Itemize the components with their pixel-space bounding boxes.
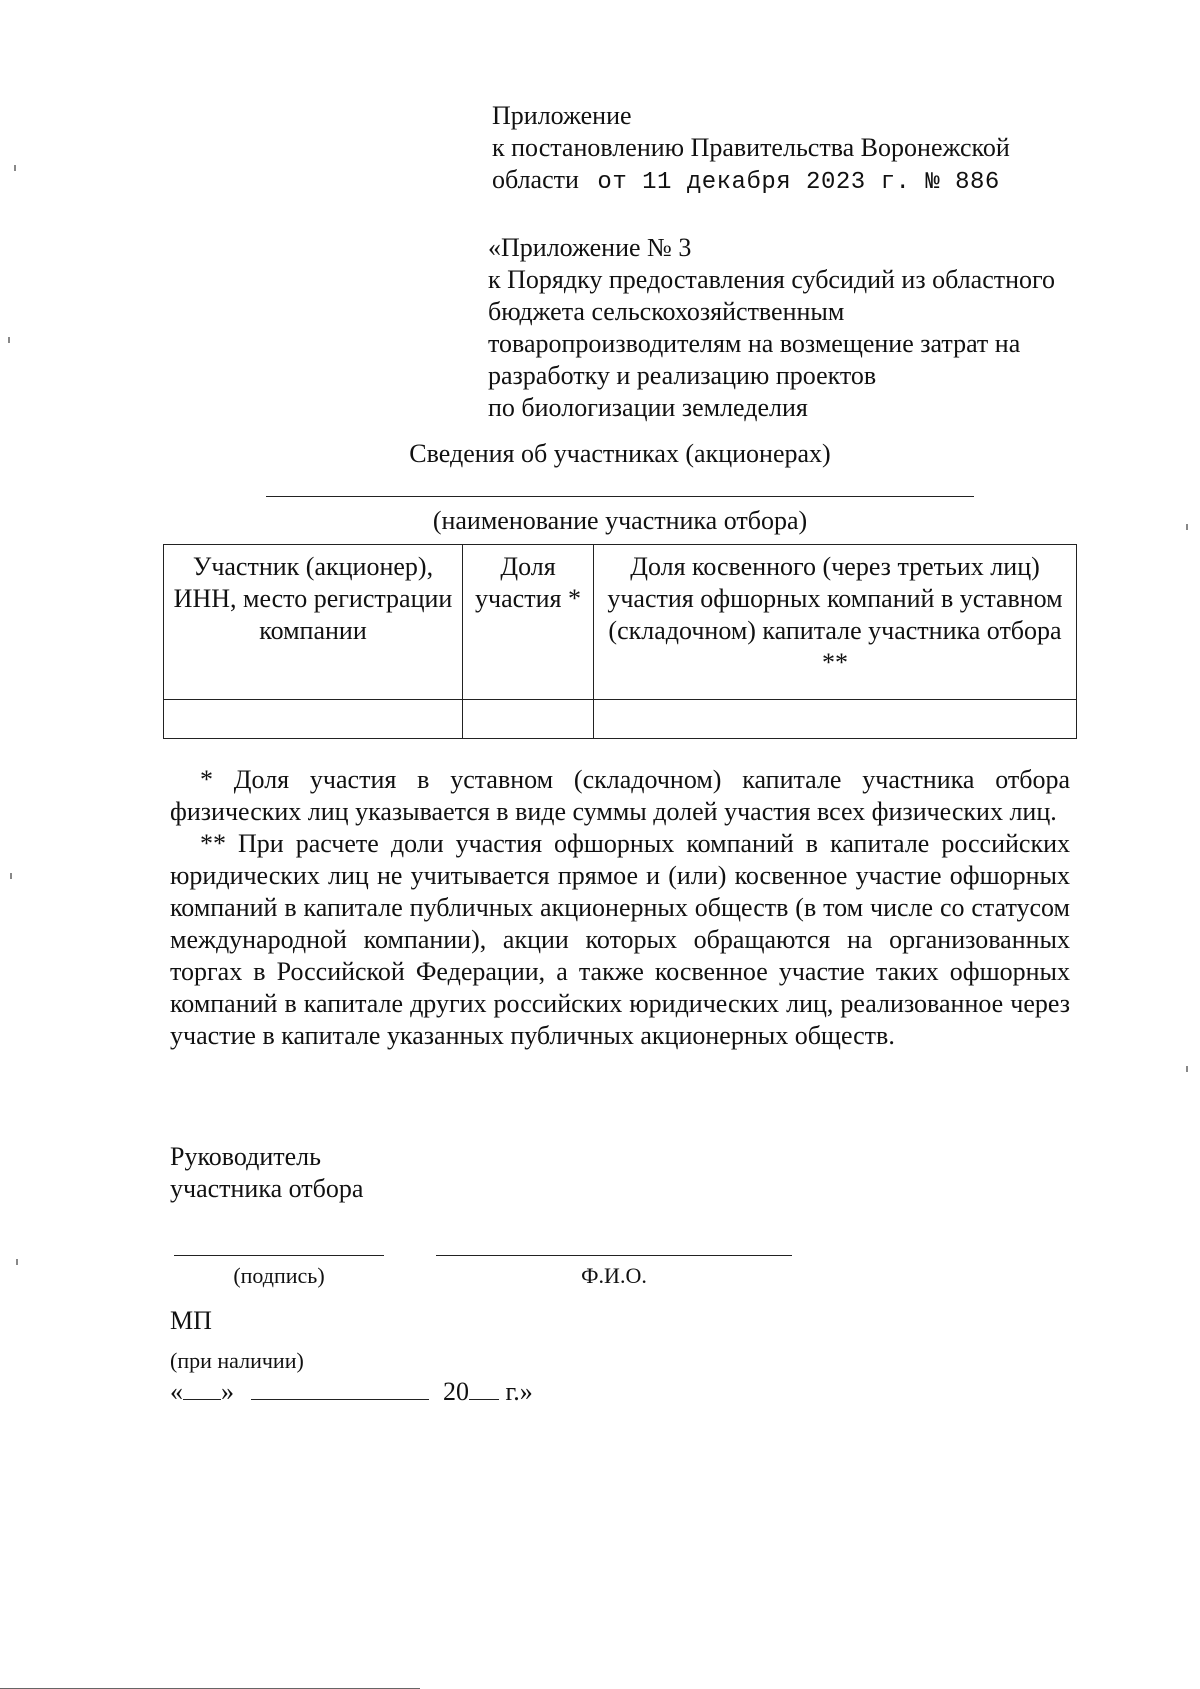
stamp-label: МП bbox=[170, 1306, 212, 1335]
table-cell bbox=[463, 700, 594, 739]
scan-speck bbox=[1186, 524, 1188, 530]
annex-line: по биологизации земледелия bbox=[488, 393, 808, 422]
footnotes bbox=[170, 764, 1070, 1052]
table-cell bbox=[164, 700, 463, 739]
annex-line: к Порядку предоставления субсидий из областного bbox=[488, 265, 1056, 294]
footnote-single-asterisk: * Доля участия в уставном (складочном) капитале участника отбора физических лиц указывается в виде суммы долей участия всех физических лиц. bbox=[170, 765, 1070, 826]
header-line bbox=[492, 164, 1132, 199]
scan-speck bbox=[14, 165, 16, 171]
annex-line: товаропроизводителям на возмещение затрат на bbox=[488, 329, 1021, 358]
scan-speck bbox=[16, 1259, 18, 1265]
signature-caption: (подпись) bbox=[233, 1263, 325, 1288]
full-name-caption: Ф.И.О. bbox=[581, 1263, 647, 1288]
scan-speck bbox=[8, 337, 10, 343]
resolution-issue-stamp: от 11 декабря 2023 г. № 886 bbox=[597, 169, 1000, 196]
day-blank bbox=[183, 1373, 221, 1400]
year-blank bbox=[469, 1373, 499, 1400]
signer-title bbox=[170, 1141, 363, 1205]
signer-line: участника отбора bbox=[170, 1174, 364, 1203]
document-title: Сведения об участниках (акционерах) bbox=[409, 439, 831, 468]
column-header-participant: Участник (акционер), ИНН, место регистрации компании bbox=[164, 545, 463, 700]
column-header-share: Доля участия * bbox=[463, 545, 594, 700]
resolution-header bbox=[492, 100, 1132, 199]
annex-reference bbox=[488, 232, 1128, 424]
signer-line: Руководитель bbox=[170, 1142, 321, 1171]
signature-line bbox=[174, 1255, 384, 1256]
year-prefix: 20 bbox=[443, 1377, 469, 1406]
date-row bbox=[170, 1373, 533, 1408]
date-open-quote: « bbox=[170, 1377, 183, 1406]
month-blank bbox=[251, 1373, 429, 1400]
annex-line: разработку и реализацию проектов bbox=[488, 361, 877, 390]
scan-speck bbox=[10, 873, 12, 879]
participant-name-line bbox=[266, 496, 974, 497]
table-header-row bbox=[164, 545, 1077, 700]
annex-line: бюджета сельскохозяйственным bbox=[488, 297, 845, 326]
scan-speck bbox=[1186, 1066, 1188, 1072]
header-line-region: области bbox=[492, 165, 579, 194]
footnote-double-asterisk: ** При расчете доли участия офшорных компаний в капитале российских юридических лиц не учитывается прямое и (или) косвенное участие офшорных компаний в капитале публичных акционерных обществ (в том числе со статусом международной компании), акции которых обращаются на организованных торгах в Российской Федерации, а также косвенное участие таких офшорных компаний в капитале других российских юридических лиц, реализованное через участие в капитале указанных публичных акционерных обществ. bbox=[170, 829, 1070, 1050]
header-line: Приложение bbox=[492, 101, 632, 130]
table-cell bbox=[594, 700, 1077, 739]
full-name-line bbox=[436, 1255, 792, 1256]
shareholders-table bbox=[163, 544, 1077, 739]
annex-line: «Приложение № 3 bbox=[488, 233, 692, 262]
year-suffix: г.» bbox=[505, 1377, 533, 1406]
stamp-note: (при наличии) bbox=[170, 1348, 304, 1373]
date-close-quote: » bbox=[221, 1377, 234, 1406]
header-line: к постановлению Правительства Воронежской bbox=[492, 133, 1010, 162]
column-header-offshore-share: Доля косвенного (через третьих лиц) участия офшорных компаний в уставном (складочном) капитале участника отбора ** bbox=[594, 545, 1077, 700]
table-row bbox=[164, 700, 1077, 739]
participant-name-caption: (наименование участника отбора) bbox=[432, 506, 808, 535]
